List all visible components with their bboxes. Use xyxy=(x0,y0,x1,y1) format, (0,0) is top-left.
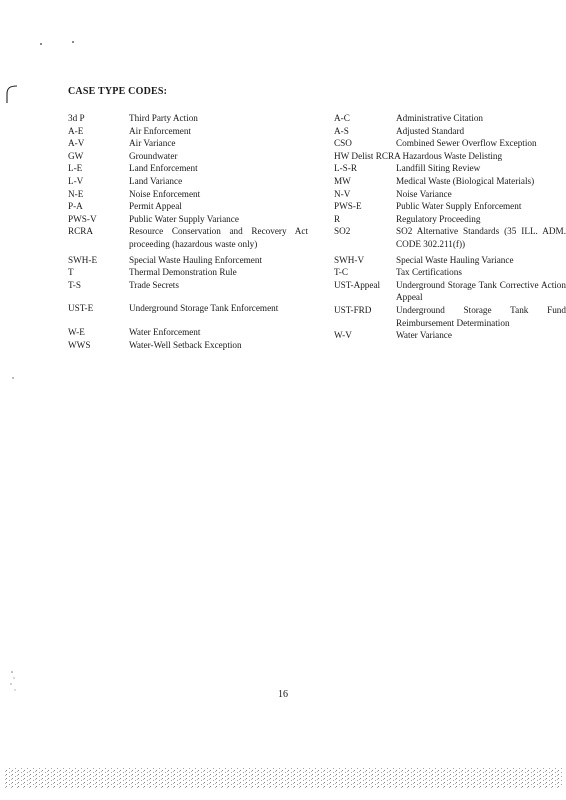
case-code: W-V xyxy=(334,330,352,341)
code-row xyxy=(68,125,308,138)
code-row xyxy=(334,175,566,188)
case-code: N-E xyxy=(68,188,84,199)
code-row xyxy=(334,254,566,267)
code-row xyxy=(68,200,308,213)
code-row xyxy=(334,200,566,213)
case-code: HW Delist xyxy=(334,150,374,161)
case-code: SO2 xyxy=(334,226,351,237)
case-description: Tax Certifications xyxy=(396,267,462,278)
case-description: Regulatory Proceeding xyxy=(396,213,481,224)
case-description: RCRA Hazardous Waste Delisting xyxy=(375,150,503,161)
case-description: Air Variance xyxy=(129,138,176,149)
case-description: Adjusted Standard xyxy=(396,125,465,136)
code-row xyxy=(68,302,308,315)
case-code: 3d P xyxy=(68,113,85,123)
code-row xyxy=(334,225,566,250)
code-row xyxy=(68,266,308,279)
code-row xyxy=(68,175,308,188)
case-code: CSO xyxy=(334,138,352,149)
case-code: A-S xyxy=(334,125,349,136)
code-row xyxy=(68,326,308,339)
code-row xyxy=(68,150,308,163)
case-description: Noise Enforcement xyxy=(129,188,201,199)
code-row xyxy=(68,112,308,125)
code-row xyxy=(334,304,566,329)
case-code: UST-E xyxy=(68,303,94,314)
code-row xyxy=(334,213,566,226)
case-code: T-C xyxy=(334,267,348,278)
case-description: Underground Storage Tank Fund Reimbursement Determination xyxy=(396,304,566,328)
case-code: SWH-V xyxy=(334,254,365,265)
case-description: Administrative Citation xyxy=(396,113,484,123)
case-type-codes-heading: CASE TYPE CODES: xyxy=(68,86,168,97)
case-code: SWH-E xyxy=(68,254,98,265)
code-row xyxy=(68,137,308,150)
code-row xyxy=(334,329,566,342)
case-code: W-E xyxy=(68,326,85,337)
code-row xyxy=(334,150,566,163)
case-description: Permit Appeal xyxy=(129,201,182,212)
case-description: Special Waste Hauling Variance xyxy=(396,254,514,265)
case-code: T-S xyxy=(68,279,81,290)
code-row xyxy=(334,162,566,175)
case-code: T xyxy=(68,267,74,278)
case-description: Underground Storage Tank Corrective Action Appeal xyxy=(396,279,566,303)
corner-bracket-mark xyxy=(4,84,18,104)
case-code: PWS-E xyxy=(334,201,362,212)
case-code: A-C xyxy=(334,113,350,123)
case-description: Water Enforcement xyxy=(129,326,201,337)
code-row xyxy=(334,188,566,201)
case-code: L-V xyxy=(68,175,84,186)
case-code: WWS xyxy=(68,339,91,350)
case-code: N-V xyxy=(334,188,351,199)
case-description: Special Waste Hauling Enforcement xyxy=(129,254,263,265)
code-row xyxy=(68,162,308,175)
case-description: Trade Secrets xyxy=(129,279,179,290)
case-description: Water-Well Setback Exception xyxy=(129,339,242,350)
case-description: Public Water Supply Variance xyxy=(129,213,239,224)
case-code: A-V xyxy=(68,138,85,149)
case-description: Public Water Supply Enforcement xyxy=(396,201,522,212)
code-row xyxy=(68,225,308,250)
case-code: A-E xyxy=(68,125,84,136)
code-row xyxy=(334,125,566,138)
case-description: Noise Variance xyxy=(396,188,452,199)
left-code-column xyxy=(68,112,308,351)
code-row xyxy=(68,213,308,226)
case-description: Land Enforcement xyxy=(129,163,198,174)
case-description: Medical Waste (Biological Materials) xyxy=(396,175,535,186)
case-code: UST-Appeal xyxy=(334,279,381,290)
case-description: Combined Sewer Overflow Exception xyxy=(396,138,537,149)
case-code: GW xyxy=(68,150,84,161)
right-code-column xyxy=(334,112,566,342)
code-row xyxy=(68,188,308,201)
case-description: Underground Storage Tank Enforcement xyxy=(129,303,279,314)
case-code: L-S-R xyxy=(334,163,357,174)
code-row xyxy=(68,339,308,352)
code-row xyxy=(68,279,308,292)
code-row xyxy=(334,137,566,150)
case-code: R xyxy=(334,213,341,224)
case-code: P-A xyxy=(68,201,83,212)
case-code: MW xyxy=(334,175,351,186)
scan-noise-band xyxy=(0,766,566,790)
case-description: SO2 Alternative Standards (35 ILL. ADM. CODE 302.211(f)) xyxy=(396,226,566,249)
case-description: Resource Conservation and Recovery Act proceeding (hazardous waste only) xyxy=(129,226,308,249)
case-description: Air Enforcement xyxy=(129,125,191,136)
case-code: UST-FRD xyxy=(334,304,372,315)
case-description: Water Variance xyxy=(396,330,452,341)
case-description: Third Party Action xyxy=(129,113,198,123)
case-description: Groundwater xyxy=(129,150,178,161)
case-code: PWS-V xyxy=(68,213,97,224)
page-number: 16 xyxy=(278,689,288,700)
code-row xyxy=(334,266,566,279)
case-description: Landfill Siting Review xyxy=(396,163,481,174)
case-description: Thermal Demonstration Rule xyxy=(129,267,237,278)
code-row xyxy=(334,112,566,125)
code-row xyxy=(334,279,566,304)
code-row xyxy=(68,254,308,267)
case-code: RCRA xyxy=(68,226,94,237)
case-description: Land Variance xyxy=(129,175,183,186)
case-code: L-E xyxy=(68,163,83,174)
